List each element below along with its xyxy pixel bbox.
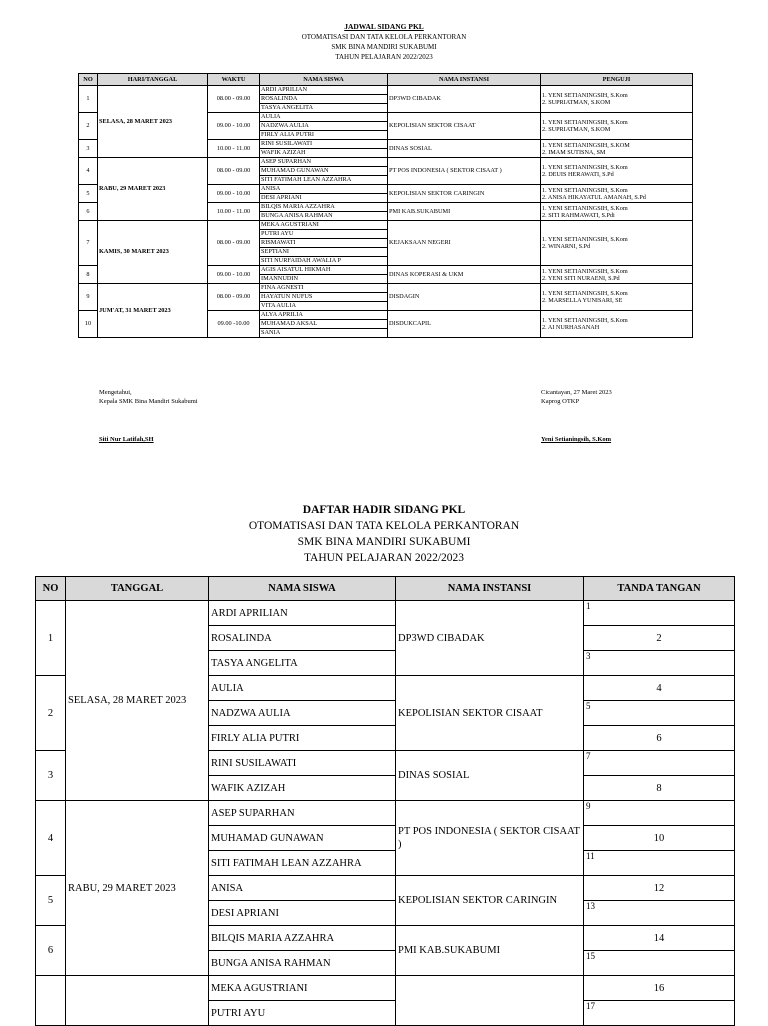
right-sign-line2: Kaprog OTKP [541, 398, 580, 405]
examiner-1: 1. YENI SETIANINGSIH, S.KOM [542, 141, 630, 149]
student-name: MEKA AGUSTRIANI [260, 221, 388, 230]
table-row [79, 221, 693, 230]
schedule-table [78, 73, 693, 338]
agency-name: KEPOLISIAN SEKTOR CARINGIN [396, 876, 584, 926]
row-time: 08.00 - 09.00 [208, 86, 260, 113]
row-day: JUM'AT, 31 MARET 2023 [98, 284, 208, 338]
signature-cell[interactable]: 9 [584, 801, 735, 826]
signature-cell[interactable]: 2 [584, 626, 735, 651]
student-name: ANISA [260, 185, 388, 194]
examiner-1: 1. YENI SETIANINGSIH, S.Kom [542, 92, 628, 99]
agency-name: DINAS SOSIAL [396, 751, 584, 801]
student-name: MUHAMAD GUNAWAN [260, 167, 388, 176]
examiner-2: 2. YENI SITI NURAENI, S.Pd [542, 274, 620, 282]
examiner-1: 1. YENI SETIANINGSIH, S.Kom [542, 119, 628, 126]
signature-cell[interactable]: 7 [584, 751, 735, 776]
student-name: IMANNUDIN [260, 275, 388, 284]
col-header-day-date: HARI/TANGGAL [98, 74, 208, 86]
row-no: 1 [36, 601, 66, 676]
attendance-title: DAFTAR HADIR SIDANG PKL [302, 504, 466, 516]
student-name: MEKA AGUSTRIANI [209, 976, 396, 1001]
examiner-2: 2. MARSELLA YUNISARI, SE [542, 297, 623, 304]
examiner-2: 2. AI NURHASANAH [542, 324, 600, 331]
signature-cell[interactable]: 5 [584, 701, 735, 726]
student-name: NADZWA AULIA [260, 122, 388, 131]
table-row [36, 601, 735, 626]
signature-cell[interactable]: 12 [584, 876, 735, 901]
attendance-subtitle-school: SMK BINA MANDIRI SUKABUMI [297, 536, 471, 548]
student-name: SANIA [260, 329, 388, 338]
schedule-subtitle-school: SMK BINA MANDIRI SUKABUMI [331, 43, 437, 51]
student-name: HAYATUN NUFUS [260, 293, 388, 302]
schedule-header-row [79, 74, 693, 86]
examiner-2: 2. IMAM SUTISNA, SM [542, 148, 606, 156]
right-sign-line1: Cicantayan, 27 Maret 2023 [541, 389, 612, 396]
student-name: BILQIS MARIA AZZAHRA [209, 926, 396, 951]
student-name: BUNGA ANISA RAHMAN [260, 212, 388, 221]
schedule-header [0, 22, 768, 62]
examiner-1: 1. YENI SETIANINGSIH, S.Kom [542, 267, 628, 275]
agency-name: KEPOLISIAN SEKTOR CISAAT [388, 113, 541, 140]
student-name: VITA AULIA [260, 302, 388, 311]
student-name: FIRLY ALIA PUTRI [209, 726, 396, 751]
col-header-agency: NAMA INSTANSI [388, 74, 541, 86]
student-name: ASEP SUPARHAN [260, 158, 388, 167]
agency-name: KEJAKSAAN NEGERI [388, 221, 541, 266]
left-sign-name: Siti Nur Latifah,SH [99, 436, 154, 443]
examiner-2: 2. SUPRIATMAN, S.KOM [542, 99, 611, 106]
row-no [36, 976, 66, 1026]
col-header-date: TANGGAL [66, 577, 209, 601]
attendance-table [35, 576, 735, 1026]
attendance-subtitle-program: OTOMATISASI DAN TATA KELOLA PERKANTORAN [248, 520, 520, 532]
row-day: SELASA, 28 MARET 2023 [98, 86, 208, 158]
signature-cell[interactable]: 15 [584, 951, 735, 976]
student-name: ARDI APRILIAN [260, 86, 388, 95]
row-no: 5 [79, 185, 98, 203]
agency-name: DP3WD CIBADAK [396, 601, 584, 676]
left-sign-line2: Kepala SMK Bina Mandiri Sukabumi [99, 398, 198, 405]
row-time: 08.00 - 09.00 [208, 221, 260, 266]
examiner-1: 1. YENI SETIANINGSIH, S.Kom [542, 204, 628, 212]
examiner-2: 2. DEUIS HERAWATI, S.Pd [542, 171, 614, 178]
signature-cell[interactable]: 10 [584, 826, 735, 851]
agency-name: KEPOLISIAN SEKTOR CARINGIN [388, 185, 541, 203]
row-time: 08.00 - 09.00 [208, 158, 260, 185]
table-row [79, 284, 693, 293]
agency-name: DP3WD CIBADAK [388, 86, 541, 113]
student-name: SITI FATIMAH LEAN AZZAHRA [209, 851, 396, 876]
examiner-2: 2. WINARNI, S.Pd [542, 243, 591, 250]
agency-name: PT POS INDONESIA ( SEKTOR CISAAT ) [396, 801, 584, 876]
student-name: FIRLY ALIA PUTRI [260, 131, 388, 140]
student-name: ARDI APRILIAN [209, 601, 396, 626]
signature-cell[interactable]: 4 [584, 676, 735, 701]
examiner-2: 2. SUPRIATMAN, S.KOM [542, 126, 611, 133]
agency-name [396, 976, 584, 1026]
signature-cell[interactable]: 3 [584, 651, 735, 676]
table-row [79, 158, 693, 167]
row-no: 8 [79, 266, 98, 284]
student-name: ASEP SUPARHAN [209, 801, 396, 826]
row-no: 9 [79, 284, 98, 311]
agency-name: PT POS INDONESIA ( SEKTOR CISAAT ) [388, 158, 541, 185]
student-name: PUTRI AYU [260, 230, 388, 239]
agency-name: PMI KAB.SUKABUMI [388, 203, 541, 221]
attendance-header-row [36, 577, 735, 601]
examiners [541, 221, 693, 266]
student-name: BILQIS MARIA AZZAHRA [260, 203, 388, 212]
student-name: BUNGA ANISA RAHMAN [209, 951, 396, 976]
examiners [541, 266, 693, 284]
student-name: SITI FATIMAH LEAN AZZAHRA [260, 176, 388, 185]
examiners [541, 284, 693, 311]
student-name: MUHAMAD AKSAL [260, 320, 388, 329]
row-time: 09.00 - 10.00 [208, 113, 260, 140]
row-no: 6 [79, 203, 98, 221]
col-header-agency: NAMA INSTANSI [396, 577, 584, 601]
row-date: RABU, 29 MARET 2023 [66, 801, 209, 976]
student-name: RISMAWATI [260, 239, 388, 248]
schedule-title: JADWAL SIDANG PKL [344, 22, 424, 31]
row-date [66, 976, 209, 1026]
row-day: RABU, 29 MARET 2023 [98, 158, 208, 221]
right-signature-block [541, 388, 612, 444]
agency-name: KEPOLISIAN SEKTOR CISAAT [396, 676, 584, 751]
student-name: TASYA ANGELITA [209, 651, 396, 676]
signature-cell[interactable]: 17 [584, 1001, 735, 1026]
col-header-time: WAKTU [208, 74, 260, 86]
row-no: 2 [36, 676, 66, 751]
schedule-subtitle-year: TAHUN PELAJARAN 2022/2023 [335, 53, 433, 61]
examiner-1: 1. YENI SETIANINGSIH, S.Kom [542, 186, 628, 194]
student-name: AGIS AISATUL HIKMAH [260, 266, 388, 275]
row-no: 4 [36, 801, 66, 876]
student-name: WAFIK AZIZAH [260, 149, 388, 158]
examiner-1: 1. YENI SETIANINGSIH, S.Kom [542, 164, 628, 171]
student-name: ROSALINDA [209, 626, 396, 651]
left-signature-block [99, 388, 198, 444]
row-time: 09.00 - 10.00 [208, 266, 260, 284]
examiners [541, 140, 693, 158]
right-sign-name: Yeni Setianingsih, S.Kom [541, 436, 612, 443]
examiners [541, 203, 693, 221]
examiner-1: 1. YENI SETIANINGSIH, S.Kom [542, 317, 628, 324]
row-time: 10.00 - 11.00 [208, 140, 260, 158]
agency-name: DISDAGIN [388, 284, 541, 311]
agency-name: DINAS KOPERASI & UKM [388, 266, 541, 284]
signature-cell[interactable]: 13 [584, 901, 735, 926]
student-name: DESI APRIANI [209, 901, 396, 926]
left-sign-line1: Mengetahui, [99, 389, 132, 396]
attendance-subtitle-year: TAHUN PELAJARAN 2022/2023 [303, 552, 465, 564]
row-no: 5 [36, 876, 66, 926]
examiner-2: 2. SITI RAHMAWATI, S.Pdi [542, 211, 615, 219]
row-time: 09.00 -10.00 [208, 311, 260, 338]
student-name: DESI APRIANI [260, 194, 388, 203]
examiners [541, 185, 693, 203]
row-no: 6 [36, 926, 66, 976]
signature-cell[interactable]: 6 [584, 726, 735, 751]
student-name: PUTRI AYU [209, 1001, 396, 1026]
signature-cell[interactable]: 11 [584, 851, 735, 876]
table-row [36, 801, 735, 826]
examiners [541, 158, 693, 185]
student-name: AULIA [209, 676, 396, 701]
schedule-subtitle-program: OTOMATISASI DAN TATA KELOLA PERKANTORAN [301, 33, 467, 41]
row-no: 2 [79, 113, 98, 140]
student-name: RINI SUSILAWATI [260, 140, 388, 149]
row-no: 3 [79, 140, 98, 158]
col-header-no: NO [79, 74, 98, 86]
row-time: 10.00 - 11.00 [208, 203, 260, 221]
examiner-1: 1. YENI SETIANINGSIH, S.Kom [542, 290, 628, 297]
examiners [541, 113, 693, 140]
student-name: SEPTIANI [260, 248, 388, 257]
student-name: MUHAMAD GUNAWAN [209, 826, 396, 851]
col-header-examiner: PENGUJI [541, 74, 693, 86]
student-name: WAFIK AZIZAH [209, 776, 396, 801]
signature-cell[interactable]: 14 [584, 926, 735, 951]
student-name: NADZWA AULIA [209, 701, 396, 726]
row-date: SELASA, 28 MARET 2023 [66, 601, 209, 801]
student-name: FINA AGNESTI [260, 284, 388, 293]
row-time: 08.00 - 09.00 [208, 284, 260, 311]
table-row [36, 976, 735, 1001]
signature-cell[interactable]: 16 [584, 976, 735, 1001]
table-row [79, 86, 693, 95]
examiner-1: 1. YENI SETIANINGSIH, S.Kom [542, 236, 628, 243]
agency-name: DINAS SOSIAL [388, 140, 541, 158]
row-no: 10 [79, 311, 98, 338]
signature-cell[interactable]: 8 [584, 776, 735, 801]
student-name: AULIA [260, 113, 388, 122]
row-no: 7 [79, 221, 98, 266]
examiners [541, 311, 693, 338]
examiner-2: 2. ANISA HIKAYATUL AMANAH, S.Pd [542, 193, 646, 201]
attendance-header [0, 502, 768, 566]
row-no: 3 [36, 751, 66, 801]
row-time: 09.00 - 10.00 [208, 185, 260, 203]
col-header-signature: TANDA TANGAN [584, 577, 735, 601]
signature-cell[interactable]: 1 [584, 601, 735, 626]
row-no: 1 [79, 86, 98, 113]
col-header-no: NO [36, 577, 66, 601]
student-name: ALYA APRILIA [260, 311, 388, 320]
student-name: ROSALINDA [260, 95, 388, 104]
student-name: RINI SUSILAWATI [209, 751, 396, 776]
row-no: 4 [79, 158, 98, 185]
student-name: ANISA [209, 876, 396, 901]
student-name: TASYA ANGELITA [260, 104, 388, 113]
row-day: KAMIS, 30 MARET 2023 [98, 221, 208, 284]
examiners [541, 86, 693, 113]
agency-name: PMI KAB.SUKABUMI [396, 926, 584, 976]
col-header-student: NAMA SISWA [209, 577, 396, 601]
col-header-student: NAMA SISWA [260, 74, 388, 86]
agency-name: DISDUKCAPIL [388, 311, 541, 338]
student-name: SITI NURFAIDAH AWALIA P [260, 257, 388, 266]
